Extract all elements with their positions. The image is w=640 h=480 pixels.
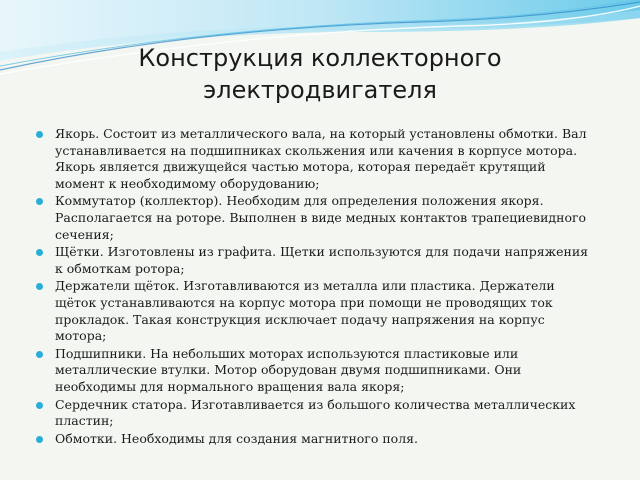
slide-title — [40, 42, 600, 106]
bullet-brushes — [36, 244, 596, 277]
bullet-dot-icon — [36, 436, 43, 443]
bullet-brush-holders — [36, 278, 596, 344]
bullet-dot-icon — [36, 351, 43, 358]
bullet-text: Якорь. Состоит из металлического вала, на который установлены обмотки. Вал устанавливается на подшипниках скольжения или качения в корпусе мотора. Якорь является движущейся частью мотора, которая передаёт крутящий момент к необходимому оборудованию; — [55, 126, 587, 191]
bullet-windings — [36, 431, 596, 448]
bullet-list — [36, 126, 596, 448]
bullet-dot-icon — [36, 131, 43, 138]
bullet-text: Держатели щёток. Изготавливаются из металла или пластика. Держатели щёток устанавливаются на корпус мотора при помощи не проводящих ток прокладок. Такая конструкция исключает подачу напряжения на корпус мотора; — [55, 278, 555, 344]
bullet-stator-core — [36, 397, 596, 430]
bullet-commutator — [36, 193, 596, 243]
bullet-text: Коммутатор (коллектор). Необходим для определения положения якоря. Располагается на роторе. Выполнен в виде медных контактов трапециевидного сечения; — [55, 193, 587, 242]
bullet-text: Сердечник статора. Изготавливается из большого количества металлических пластин; — [55, 396, 576, 429]
slide-title-line-1: Конструкция коллекторного — [138, 44, 502, 72]
bullet-dot-icon — [36, 249, 43, 256]
bullet-bearings — [36, 346, 596, 396]
bullet-text: Подшипники. На небольших моторах используются пластиковые или металлические втулки. Мотор оборудован двумя подшипниками. Они необходимы для нормального вращения вала якоря; — [55, 345, 522, 394]
bullet-armature — [36, 126, 596, 192]
bullet-text: Обмотки. Необходимы для создания магнитного поля. — [55, 430, 419, 446]
bullet-dot-icon — [36, 283, 43, 290]
bullet-dot-icon — [36, 402, 43, 409]
slide-title-line-2: электродвигателя — [203, 76, 437, 104]
bullet-text: Щётки. Изготовлены из графита. Щетки используются для подачи напряжения к обмоткам ротора; — [55, 244, 589, 276]
bullet-dot-icon — [36, 198, 43, 205]
